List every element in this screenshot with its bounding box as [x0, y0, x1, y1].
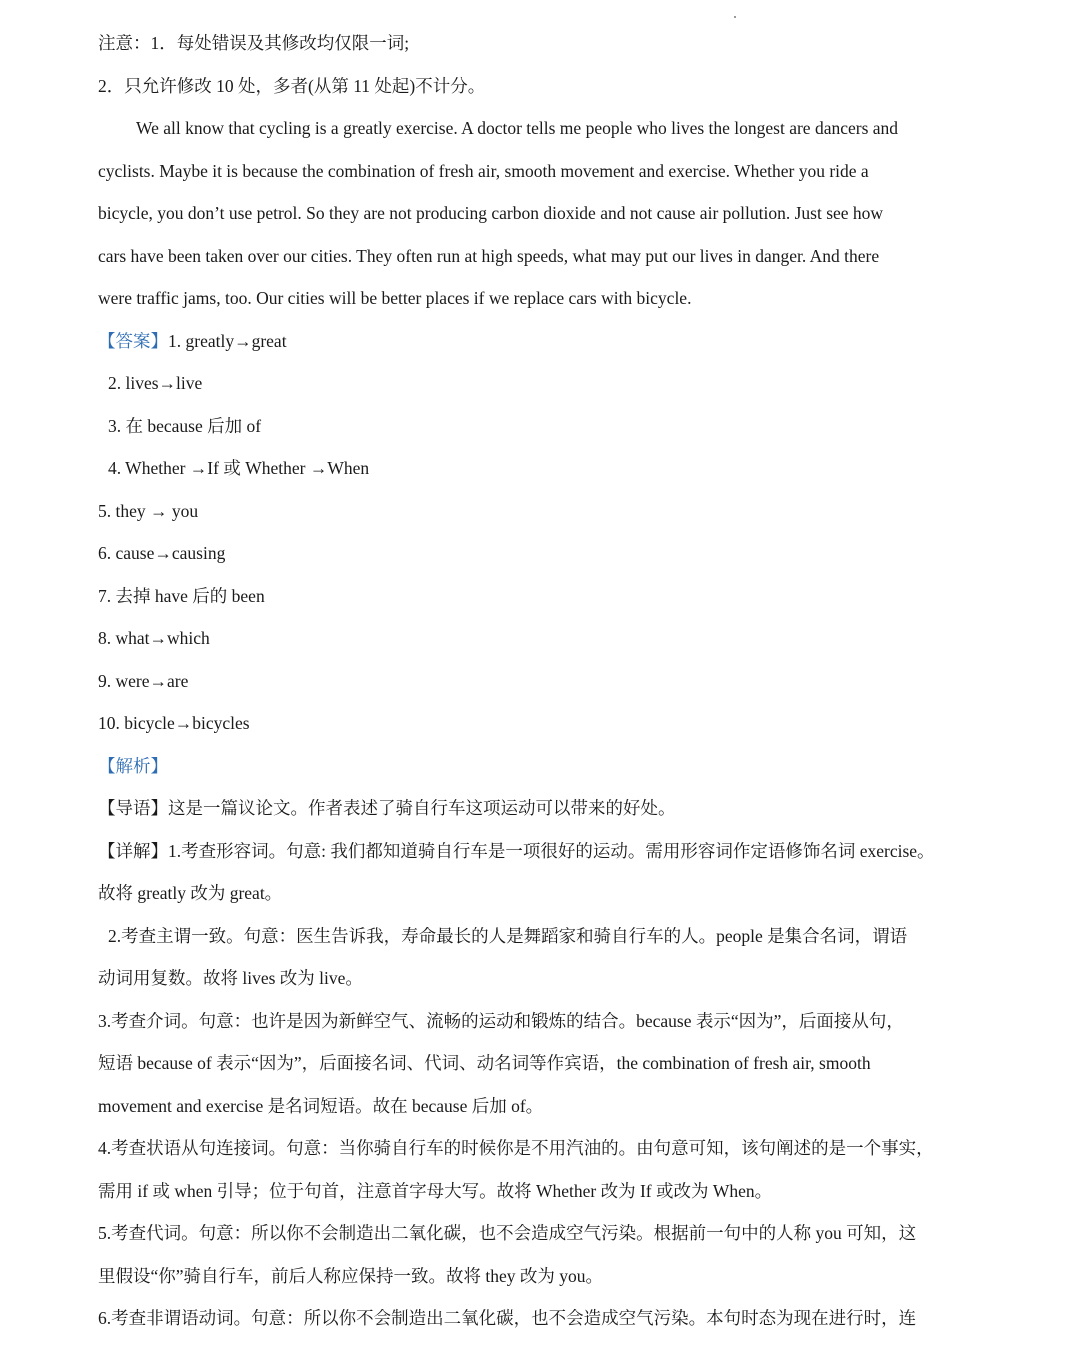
note-line-2: 2．只允许修改 10 处，多者(从第 11 处起)不计分。 [98, 75, 486, 96]
answer-item: 6. cause→causing [98, 543, 226, 563]
answer-item: 3. 在 because 后加 of [108, 415, 262, 436]
passage-line-4: cars have been taken over our cities. They often run at high speeds, what may put our lives in danger. And there [98, 245, 880, 266]
answer-item: 8. what→which [98, 628, 210, 648]
analysis-line: 5.考查代词。句意：所以你不会制造出二氧化碳，也不会造成空气污染。根据前一句中的人称 you 可知，这 [98, 1223, 917, 1243]
passage-line-3: bicycle, you don’t use petrol. So they are not producing carbon dioxide and not cause air pollution. Just see how [98, 203, 884, 223]
analysis-line: 短语 because of 表示“因为”，后面接名词、代词、动名词等作宾语，the combination of fresh air, smooth [98, 1053, 871, 1073]
answer-item: 7. 去掉 have 后的 been [98, 585, 265, 606]
answer-item: 9. were→are [98, 670, 189, 691]
passage-line-5: were traffic jams, too. Our cities will be better places if we replace cars with bicycle. [98, 288, 692, 308]
answer-line-1 [98, 320, 988, 363]
answer-item: 2. lives→live [108, 373, 203, 393]
analysis-line: 故将 greatly 改为 great。 [98, 883, 283, 903]
analysis-intro: 【导语】这是一篇议论文。作者表述了骑自行车这项运动可以带来的好处。 [98, 798, 676, 818]
analysis-line: 【详解】1.考查形容词。句意: 我们都知道骑自行车是一项很好的运动。需用形容词作定语修饰名词 exercise。 [98, 840, 935, 861]
answer-tag: 【答案】 [98, 330, 168, 351]
scan-mark [734, 16, 736, 18]
note-line-1: 注意：1．每处错误及其修改均仅限一词; [98, 33, 410, 53]
document-page [98, 22, 988, 1340]
passage-line-2: cyclists. Maybe it is because the combination of fresh air, smooth movement and exercise. Whether you ride a [98, 160, 869, 181]
answer-item: 4. Whether →If 或 Whether →When [108, 458, 370, 478]
analysis-heading [98, 745, 988, 788]
answer-item: 1. greatly→great [168, 330, 287, 351]
analysis-line: 3.考查介词。句意：也许是因为新鲜空气、流畅的运动和锻炼的结合。because 表示“因为”，后面接从句， [98, 1010, 904, 1031]
analysis-line: 6.考查非谓语动词。句意：所以你不会制造出二氧化碳，也不会造成空气污染。本句时态为现在进行时，连 [98, 1308, 917, 1328]
analysis-line: 里假设“你”骑自行车，前后人称应保持一致。故将 they 改为 you。 [98, 1265, 604, 1286]
analysis-line: 2.考查主谓一致。句意：医生告诉我，寿命最长的人是舞蹈家和骑自行车的人。people 是集合名词，谓语 [108, 925, 908, 946]
passage-line-1: We all know that cycling is a greatly exercise. A doctor tells me people who lives the longest are dancers and [136, 118, 899, 138]
analysis-tag: 【解析】 [98, 755, 168, 776]
answer-item: 5. they → you [98, 500, 199, 521]
analysis-line: 动词用复数。故将 lives 改为 live。 [98, 968, 363, 988]
analysis-line: 4.考查状语从句连接词。句意：当你骑自行车的时候你是不用汽油的。由句意可知，该句阐述的是一个事实， [98, 1138, 934, 1158]
answer-item: 10. bicycle→bicycles [98, 713, 250, 733]
analysis-line: 需用 if 或 when 引导；位于句首，注意首字母大写。故将 Whether 改为 If 或改为 When。 [98, 1180, 773, 1201]
analysis-line: movement and exercise 是名词短语。故在 because 后加 of。 [98, 1095, 544, 1116]
